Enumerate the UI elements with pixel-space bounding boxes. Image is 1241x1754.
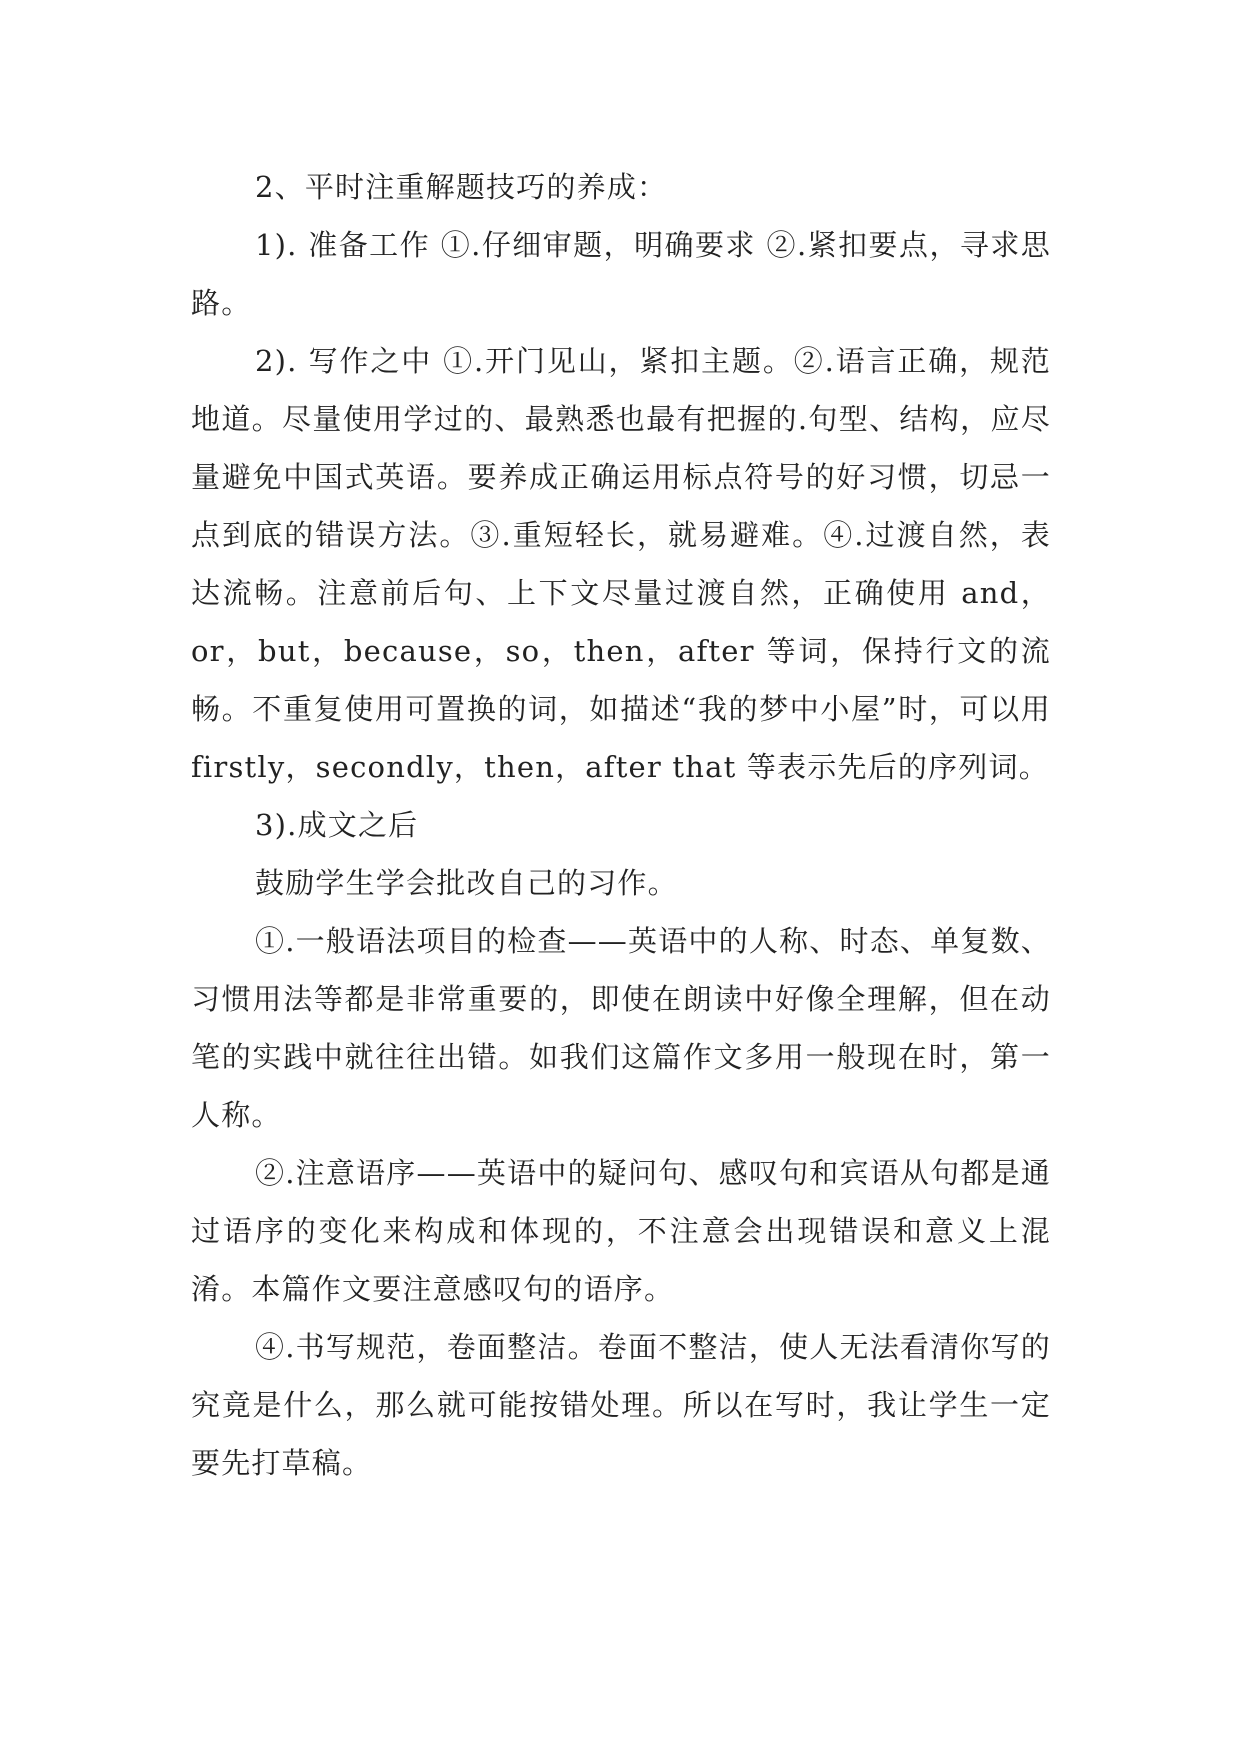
paragraph-self-correction: 鼓励学生学会批改自己的习作。: [255, 866, 678, 900]
paragraph-preparation: 1). 准备工作 ①.仔细审题，明确要求 ②.紧扣要点，寻求思路。: [191, 228, 1051, 320]
paragraph-after-writing: 3).成文之后: [255, 808, 419, 842]
paragraph-neat-writing: ④.书写规范，卷面整洁。卷面不整洁，使人无法看清你写的究竟是什么，那么就可能按错处理。所以在写时，我让学生一定要先打草稿。: [191, 1330, 1051, 1480]
paragraph-heading-skills: 2、平时注重解题技巧的养成：: [255, 170, 668, 204]
document-body: [191, 158, 1051, 1492]
paragraph-writing: 2). 写作之中 ①.开门见山，紧扣主题。②.语言正确，规范地道。尽量使用学过的、最熟悉也最有把握的.句型、结构，应尽量避免中国式英语。要养成正确运用标点符号的好习惯，切忌一点到底的错误方法。③.重短轻长，就易避难。④.过渡自然，表达流畅。注意前后句、上下文尽量过渡自然，正确使用 and，or，but，because，so，then，after 等词，保持行文的流畅。不重复使用可置换的词，如描述“我的梦中小屋”时，可以用 firstly，secondly，then，after that 等表示先后的序列词。: [191, 344, 1051, 784]
paragraph-grammar-check: ①.一般语法项目的检查——英语中的人称、时态、单复数、习惯用法等都是非常重要的，即使在朗读中好像全理解，但在动笔的实践中就往往出错。如我们这篇作文多用一般现在时，第一人称。: [191, 924, 1051, 1132]
paragraph-word-order: ②.注意语序——英语中的疑问句、感叹句和宾语从句都是通过语序的变化来构成和体现的，不注意会出现错误和意义上混淆。本篇作文要注意感叹句的语序。: [191, 1156, 1051, 1306]
